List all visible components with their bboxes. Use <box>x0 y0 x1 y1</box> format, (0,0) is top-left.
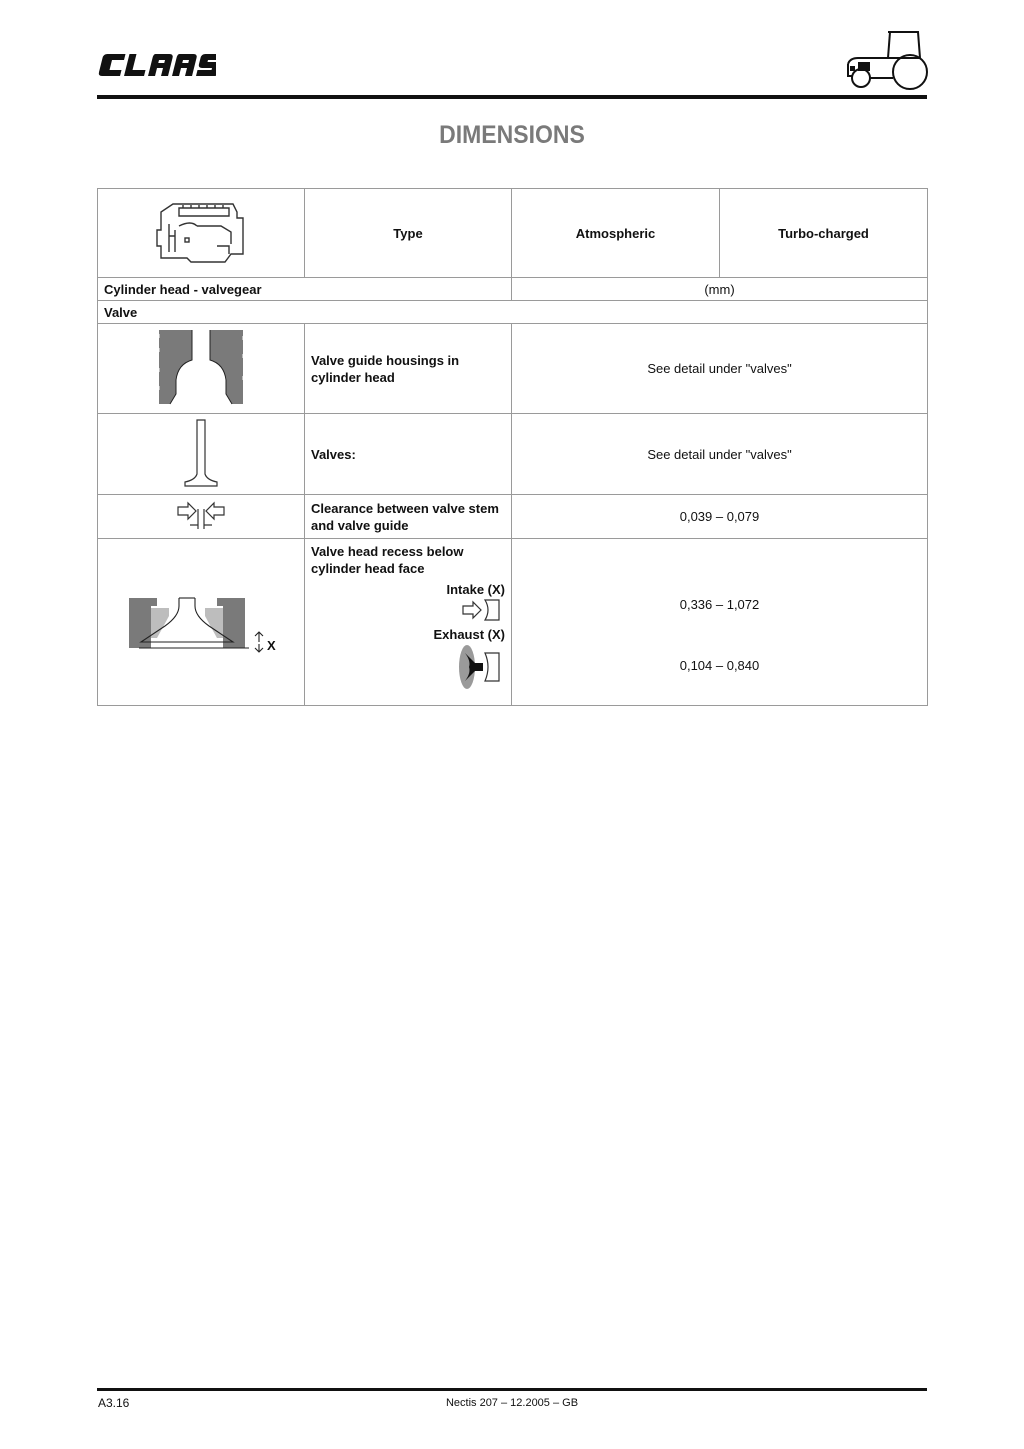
page-title: DIMENSIONS <box>439 121 585 149</box>
table-header-row <box>98 189 928 278</box>
table-row <box>98 495 928 539</box>
document-reference: Nectis 207 – 12.2005 – GB <box>445 1397 579 1409</box>
row-value: See detail under "valves" <box>512 414 928 495</box>
column-header-turbo: Turbo-charged <box>720 189 928 278</box>
claas-logo <box>98 52 216 78</box>
row-label: Valve head recess below cylinder head face <box>311 544 464 576</box>
valve-illustration-cell <box>98 414 305 495</box>
exhaust-arrow-icon <box>457 643 501 691</box>
row-label: Valves: <box>305 414 512 495</box>
intake-value: 0,336 – 1,072 <box>679 597 760 612</box>
clearance-illustration-cell <box>98 495 305 539</box>
valve-recess-values-cell <box>512 539 928 706</box>
table-row <box>98 324 928 414</box>
table-row <box>98 539 928 706</box>
valve-guide-illustration-cell <box>98 324 305 414</box>
row-label: Clearance between valve stem and valve guide <box>305 495 512 539</box>
column-header-type: Type <box>305 189 512 278</box>
dimensions-table <box>97 188 928 706</box>
valve-guide-housing-icon <box>156 328 246 406</box>
valve-icon <box>181 418 221 488</box>
row-value: See detail under "valves" <box>512 324 928 414</box>
exhaust-value: 0,104 – 0,840 <box>679 658 760 673</box>
intake-arrow-icon <box>461 598 501 622</box>
section-row <box>98 278 928 301</box>
table-row <box>98 414 928 495</box>
page-number: A3.16 <box>98 1396 130 1410</box>
section-label: Cylinder head - valvegear <box>98 278 512 301</box>
row-label: Valve guide housings in cylinder head <box>305 324 512 414</box>
intake-label: Intake (X) <box>446 582 505 597</box>
engine-icon <box>151 196 251 268</box>
footer-rule <box>97 1388 927 1391</box>
engine-illustration-cell <box>98 189 305 278</box>
dimension-marker: X <box>267 637 276 653</box>
header-rule <box>97 95 927 99</box>
subsection-label: Valve <box>98 301 928 324</box>
tractor-icon <box>838 28 932 92</box>
clearance-arrows-icon <box>176 499 226 531</box>
valve-recess-icon <box>121 586 281 656</box>
valve-recess-illustration-cell <box>98 539 305 706</box>
column-header-atmospheric: Atmospheric <box>512 189 720 278</box>
valve-recess-label-cell <box>305 539 512 706</box>
exhaust-label: Exhaust (X) <box>433 627 505 642</box>
row-value: 0,039 – 0,079 <box>512 495 928 539</box>
unit-label: (mm) <box>512 278 928 301</box>
subsection-row <box>98 301 928 324</box>
